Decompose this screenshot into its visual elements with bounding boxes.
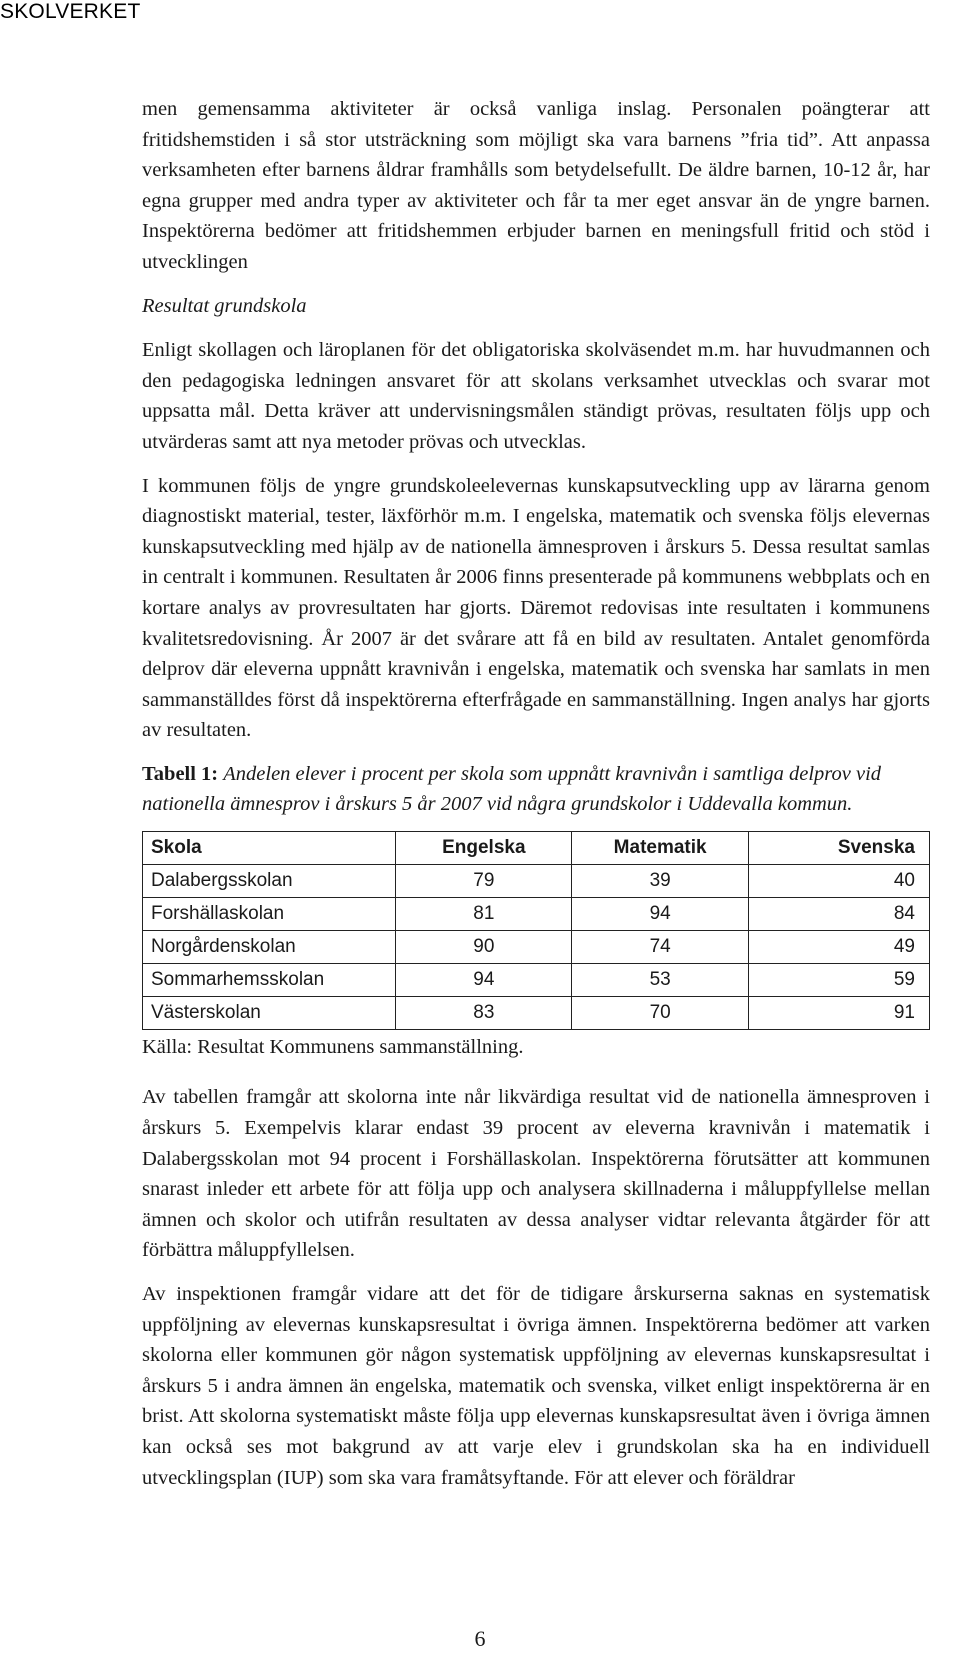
cell-svenska: 84 <box>749 897 930 930</box>
cell-school: Västerskolan <box>143 996 396 1029</box>
cell-school: Forshällaskolan <box>143 897 396 930</box>
header-engelska: Engelska <box>396 831 572 864</box>
cell-svenska: 91 <box>749 996 930 1029</box>
cell-matematik: 74 <box>572 930 749 963</box>
cell-matematik: 70 <box>572 996 749 1029</box>
cell-matematik: 39 <box>572 864 749 897</box>
header-skola: Skola <box>143 831 396 864</box>
table-row <box>143 864 930 897</box>
cell-engelska: 90 <box>396 930 572 963</box>
header-matematik: Matematik <box>572 831 749 864</box>
cell-engelska: 83 <box>396 996 572 1029</box>
section-heading: Resultat grundskola <box>142 294 307 317</box>
table-caption <box>142 759 930 819</box>
paragraph-kunskapsutveckling: I kommunen följs de yngre grundskoleelevernas kunskapsutveckling upp av lärarna genom diagnostiskt material, tester, läxförhör m.m. I engelska, matematik och svenska följs elevernas kunskapsutveckling med hjälp av de nationella ämnesproven i årskurs 5. Dessa resultat samlas in centralt i kommunen. Resultaten år 2006 finns presenterade på kommunens webbplats och en kortare analys av provresultaten har gjorts. Däremot redovisas inte resultaten i kommunens kvalitetsredovisning. År 2007 är det svårare att få en bild av resultaten. Antalet genomförda delprov där eleverna uppnått kravnivån i engelska, matematik och svenska har samlats in men sammanställdes först då inspektörerna efterfrågade en sammanställning. Ingen analys har gjorts av resultaten. <box>142 474 930 742</box>
table-row <box>143 897 930 930</box>
paragraph-fritidshem: men gemensamma aktiviteter är också vanliga inslag. Personalen poängterar att fritidshemstiden i så stor utsträckning som möjligt ska vara barnens ”fria tid”. Att anpassa verksamheten efter barnens åldrar framhålls som betydelsefullt. De äldre barnen, 10-12 år, har egna grupper med andra typer av aktiviteter och får ta mer eget ansvar än de yngre barnen. Inspektörerna bedömer att fritidshemmen erbjuder barnen en meningsfull fritid och stöd i utvecklingen <box>142 98 930 273</box>
cell-engelska: 79 <box>396 864 572 897</box>
page-content <box>142 94 930 1506</box>
cell-matematik: 53 <box>572 963 749 996</box>
page-number: 6 <box>474 1626 486 1651</box>
table-row <box>143 930 930 963</box>
cell-svenska: 40 <box>749 864 930 897</box>
cell-matematik: 94 <box>572 897 749 930</box>
table-row <box>143 996 930 1029</box>
header-svenska: Svenska <box>749 831 930 864</box>
document-header: SKOLVERKET <box>0 0 141 23</box>
table-caption-text: Andelen elever i procent per skola som uppnått kravnivån i samtliga delprov vid nationella ämnesprov i årskurs 5 år 2007 vid några grundskolor i Uddevalla kommun. <box>142 762 882 815</box>
table-row <box>143 963 930 996</box>
cell-school: Sommarhemsskolan <box>143 963 396 996</box>
cell-school: Dalabergsskolan <box>143 864 396 897</box>
paragraph-tabell-analys: Av tabellen framgår att skolorna inte når likvärdiga resultat vid de nationella ämnesproven i årskurs 5. Exempelvis klarar endast 39 procent av eleverna kravnivån i matematik i Dalabergsskolan mot 94 procent i Forshällaskolan. Inspektörerna förutsätter att kommunen snarast inleder ett arbete för att följa upp och analysera skillnaderna i måluppfyllelse mellan ämnen och skolor och utifrån resultaten av dessa analyser vidtar relevanta åtgärder för att förbättra måluppfyllelsen. <box>142 1086 930 1262</box>
cell-svenska: 49 <box>749 930 930 963</box>
paragraph-skollagen: Enligt skollagen och läroplanen för det obligatoriska skolväsendet m.m. har huvudmannen och den pedagogiska ledningen ansvaret för att skolans verksamhet utvecklas och svarar mot uppsatta mål. Detta kräver att undervisningsmålen ständigt prövas, resultaten följs upp och utvärderas samt att nya metoder prövas och utvecklas. <box>142 339 930 453</box>
table-source: Källa: Resultat Kommunens sammanställning. <box>142 1035 524 1058</box>
paragraph-uppfoljning: Av inspektionen framgår vidare att det för de tidigare årskurserna saknas en systematisk uppföljning av elevernas kunskapsresultat i övriga ämnen. Inspektörerna bedömer att varken skolorna eller kommunen gör någon systematisk uppföljning av elevernas kunskapsresultat i årskurs 5 i andra ämnen än engelska, matematik och svenska, vilket enligt inspektörerna är en brist. Att skolorna systematiskt måste följa upp elevernas kunskapsresultat även i övriga ämnen kan också ses mot bakgrund av att varje elev i grundskolan ska ha en individuell utvecklingsplan (IUP) som ska vara framåtsyftande. För att elever och föräldrar <box>142 1283 930 1489</box>
cell-engelska: 81 <box>396 897 572 930</box>
cell-svenska: 59 <box>749 963 930 996</box>
table-header-row <box>143 831 930 864</box>
results-table <box>142 831 930 1030</box>
cell-engelska: 94 <box>396 963 572 996</box>
table-caption-label: Tabell 1: <box>142 762 219 785</box>
cell-school: Norgårdenskolan <box>143 930 396 963</box>
